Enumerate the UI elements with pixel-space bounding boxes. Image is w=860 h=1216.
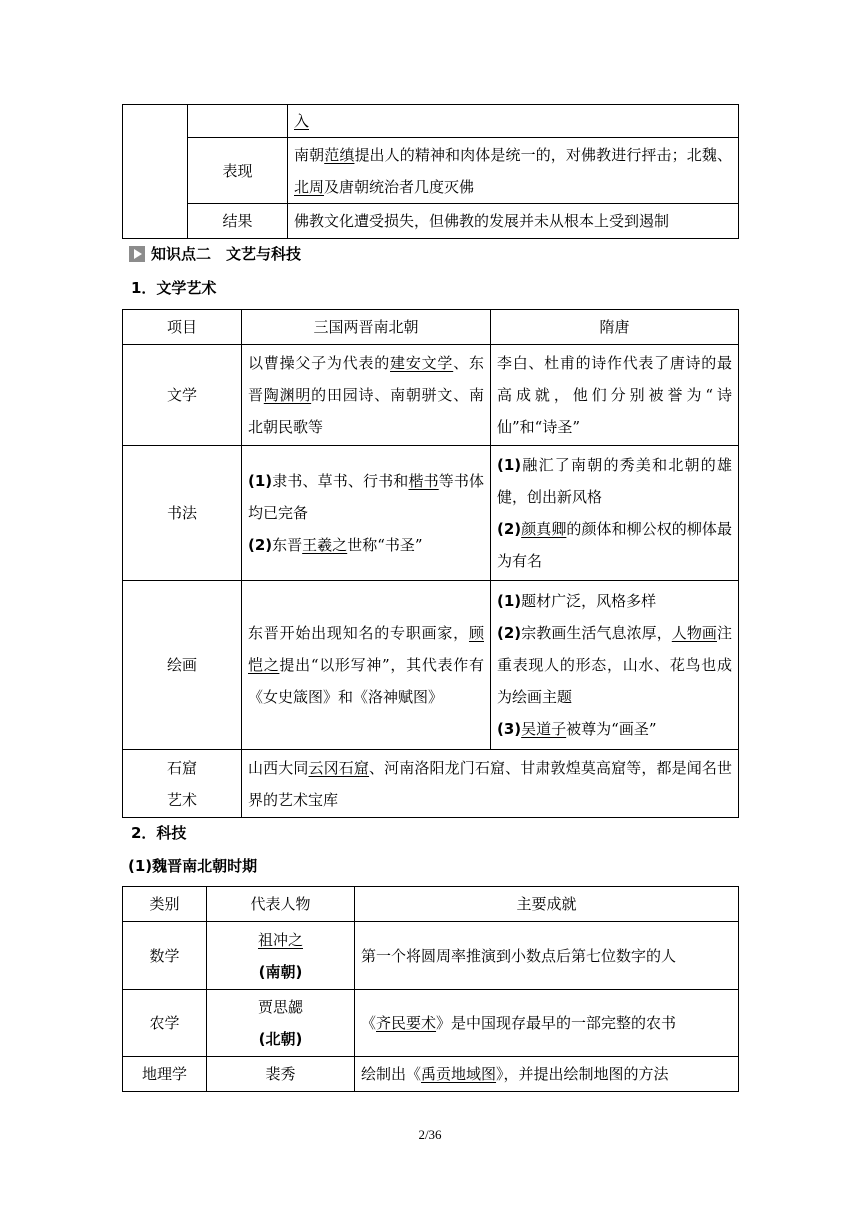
person-peixiu: 裴秀 (207, 1057, 355, 1092)
content-biaoxian: 南朝范缜提出人的精神和肉体是统一的，对佛教进行抨击；北魏、北周及唐朝统治者几度灭佛 (288, 138, 739, 204)
label-literature: 文学 (123, 345, 242, 446)
painting-sanguo: 东晋开始出现知名的专职画家，顾恺之提出“以形写神”，其代表作有《女史箴图》和《洛神赋图》 (242, 581, 491, 750)
header-achievement: 主要成就 (355, 887, 739, 922)
literature-sanguo: 以曹操父子为代表的建安文学、东晋陶渊明的田园诗、南朝骈文、南北朝民歌等 (242, 345, 491, 446)
science-table (122, 886, 739, 1092)
blank-label-cell (188, 105, 288, 138)
subheading-literature-art: 1．文学艺术 (131, 279, 217, 297)
achievement-agriculture: 《齐民要术》是中国现存最早的一部完整的农书 (355, 990, 739, 1057)
label-calligraphy: 书法 (123, 446, 242, 581)
section-title: 知识点二 文艺与科技 (151, 245, 302, 263)
header-item: 项目 (123, 310, 242, 345)
merged-category-cell (123, 105, 188, 239)
literature-suitang: 李白、杜甫的诗作代表了唐诗的最高成就，他们分别被誉为“诗仙”和“诗圣” (491, 345, 739, 446)
category-geography: 地理学 (123, 1057, 207, 1092)
calligraphy-suitang: (1)融汇了南朝的秀美和北朝的雄健，创出新风格 (2)颜真卿的颜体和柳公权的柳体最为有名 (491, 446, 739, 581)
subheading-science: 2．科技 (131, 824, 187, 842)
triangle-marker-icon (129, 246, 145, 262)
label-painting: 绘画 (123, 581, 242, 750)
achievement-geography: 绘制出《禹贡地域图》，并提出绘制地图的方法 (355, 1057, 739, 1092)
header-person: 代表人物 (207, 887, 355, 922)
subheading-weijin: (1)魏晋南北朝时期 (128, 857, 258, 875)
person-jiasixie: 贾思勰 (北朝) (207, 990, 355, 1057)
art-table (122, 309, 739, 818)
achievement-math: 第一个将圆周率推演到小数点后第七位数字的人 (355, 922, 739, 990)
category-math: 数学 (123, 922, 207, 990)
header-sanguo: 三国两晋南北朝 (242, 310, 491, 345)
grotto-content: 山西大同云冈石窟、河南洛阳龙门石窟、甘肃敦煌莫高窟等，都是闻名世界的艺术宝库 (242, 750, 739, 818)
content-jieguo: 佛教文化遭受损失，但佛教的发展并未从根本上受到遏制 (288, 204, 739, 239)
label-grotto: 石窟 艺术 (123, 750, 242, 818)
continued-text-cell: 入 (288, 105, 739, 138)
category-agriculture: 农学 (123, 990, 207, 1057)
person-zuchongzhi: 祖冲之 (南朝) (207, 922, 355, 990)
page-number: 2/36 (418, 1127, 442, 1142)
top-table (122, 104, 739, 239)
section-heading (129, 243, 301, 264)
calligraphy-sanguo: (1)隶书、草书、行书和楷书等书体均已完备 (2)东晋王羲之世称“书圣” (242, 446, 491, 581)
painting-suitang: (1)题材广泛，风格多样 (2)宗教画生活气息浓厚，人物画注重表现人的形态，山水、花鸟也成为绘画主题 (3)吴道子被尊为“画圣” (491, 581, 739, 750)
label-jieguo: 结果 (188, 204, 288, 239)
header-suitang: 隋唐 (491, 310, 739, 345)
header-category: 类别 (123, 887, 207, 922)
label-biaoxian: 表现 (188, 138, 288, 204)
